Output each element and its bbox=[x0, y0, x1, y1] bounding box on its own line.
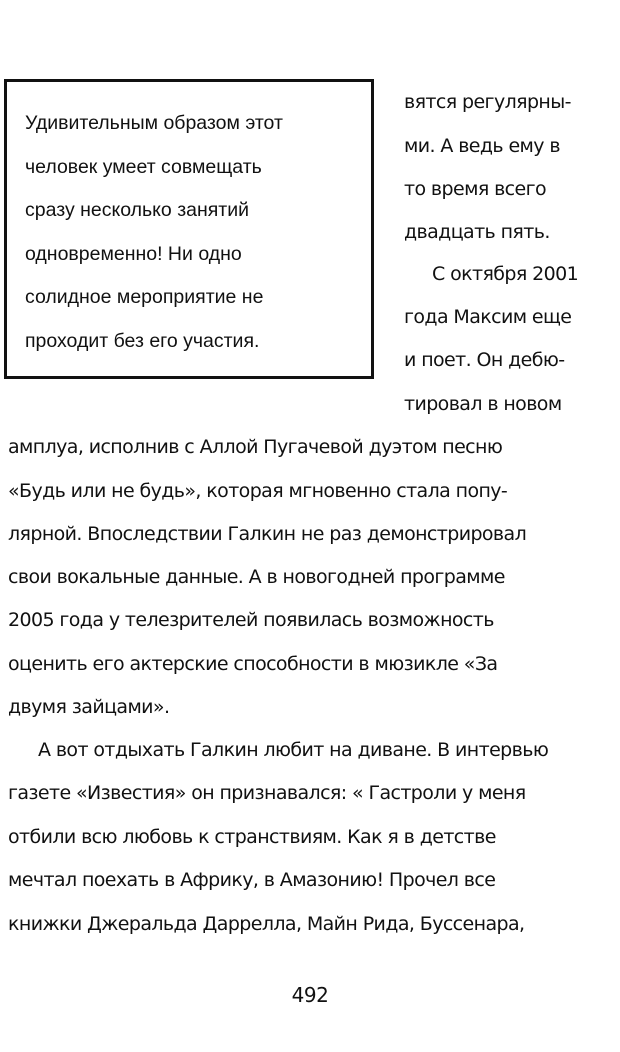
text-line: лярной. Впоследствии Галкин не раз демонстрировал bbox=[8, 523, 527, 545]
text-line: книжки Джеральда Даррелла, Майн Рида, Буссенара, bbox=[8, 913, 525, 935]
pull-quote-line: человек умеет совмещать bbox=[25, 155, 262, 178]
text-line: то время всего bbox=[404, 178, 547, 200]
text-line: отбили всю любовь к странствиям. Как я в детстве bbox=[8, 826, 496, 848]
pull-quote-line: Удивительным образом этот bbox=[25, 112, 283, 134]
text-line: мечтал поехать в Африку, в Амазонию! Прочел все bbox=[8, 869, 496, 891]
text-line: амплуа, исполнив с Аллой Пугачевой дуэтом песню bbox=[8, 436, 503, 458]
pull-quote-line: проходит без его участия. bbox=[25, 329, 260, 352]
text-line: двадцать пять. bbox=[404, 221, 550, 243]
text-line: года Максим еще bbox=[404, 306, 572, 328]
pull-quote-line: сразу несколько занятий bbox=[25, 199, 250, 221]
page-number: 492 bbox=[291, 983, 329, 1007]
text-line: А вот отдыхать Галкин любит на диване. В интервью bbox=[38, 739, 549, 761]
text-line: 2005 года у телезрителей появилась возможность bbox=[8, 609, 494, 631]
text-line: вятся регулярны- bbox=[404, 91, 571, 113]
text-line: «Будь или не будь», которая мгновенно стала попу- bbox=[8, 480, 508, 502]
text-line: тировал в новом bbox=[404, 393, 562, 415]
text-line: ми. А ведь ему в bbox=[404, 135, 560, 157]
text-line: оценить его актерские способности в мюзикле «За bbox=[8, 653, 498, 675]
text-line: свои вокальные данные. А в новогодней программе bbox=[8, 566, 505, 588]
pull-quote-line: одновременно! Ни одно bbox=[25, 242, 242, 265]
pull-quote-line: солидное мероприятие не bbox=[25, 286, 264, 308]
text-line: двумя зайцами». bbox=[8, 696, 170, 718]
pull-quote-box bbox=[4, 79, 374, 379]
text-line: и поет. Он дебю- bbox=[404, 349, 565, 371]
text-line: С октября 2001 bbox=[432, 263, 579, 285]
text-line: газете «Известия» он признавался: « Гастроли у меня bbox=[8, 782, 526, 804]
